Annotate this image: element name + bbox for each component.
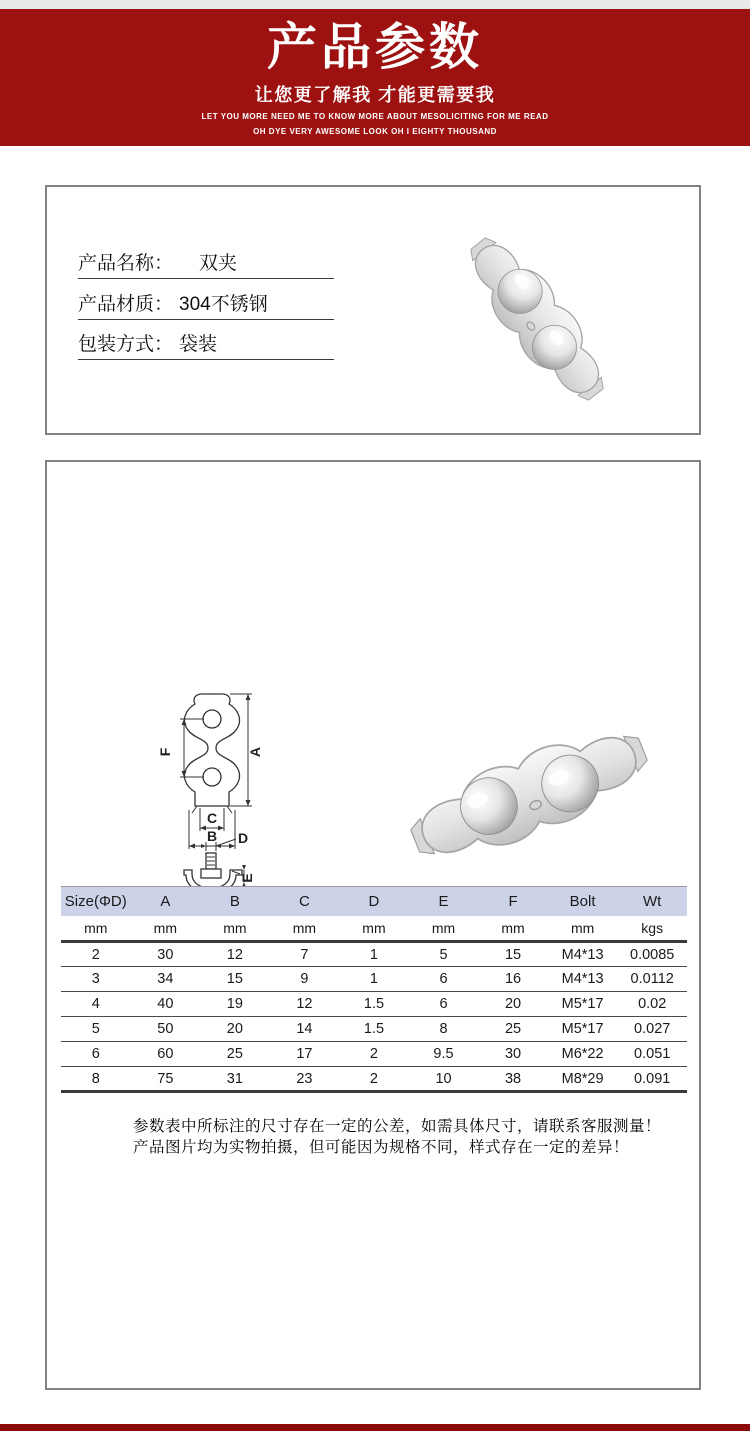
table-cell: 0.0085: [617, 942, 687, 967]
table-cell: 30: [478, 1042, 548, 1067]
spec-table-head: [61, 887, 687, 916]
notes-block: [133, 1117, 661, 1158]
packaging-row: [78, 334, 334, 360]
table-cell: M5*17: [548, 992, 618, 1017]
dim-label-a: A: [247, 746, 263, 758]
column-header: C: [270, 887, 340, 916]
table-cell: 20: [200, 1017, 270, 1042]
table-cell: 12: [200, 942, 270, 967]
table-cell: 19: [200, 992, 270, 1017]
table-cell: 12: [270, 992, 340, 1017]
tagline-line-1: LET YOU MORE NEED ME TO KNOW MORE ABOUT MESOLICITING FOR ME READ: [201, 111, 549, 121]
column-header: E: [409, 887, 479, 916]
note-line-2: 产品图片均为实物拍摄，但可能因为规格不同，样式存在一定的差异！: [133, 1138, 630, 1156]
dim-label-e: E: [239, 873, 255, 883]
table-cell: 9: [270, 967, 340, 992]
product-material-row: [78, 294, 334, 320]
header-row: [61, 887, 687, 916]
table-cell: 3: [61, 967, 131, 992]
product-info-card: [45, 185, 701, 435]
table-cell: 0.02: [617, 992, 687, 1017]
table-cell: 38: [478, 1067, 548, 1092]
top-strip: [0, 0, 750, 9]
table-cell: 40: [131, 992, 201, 1017]
page-subtitle: 让您更了解我 才能更需要我: [254, 84, 496, 105]
table-cell: 10: [409, 1067, 479, 1092]
table-cell: 5: [409, 942, 479, 967]
column-header: A: [131, 887, 201, 916]
table-row: [61, 967, 687, 992]
table-cell: M4*13: [548, 942, 618, 967]
table-cell: 1: [339, 967, 409, 992]
divider-dash: [347, 147, 403, 151]
table-cell: 50: [131, 1017, 201, 1042]
tagline-line-2: OH DYE VERY AWESOME LOOK OH I EIGHTY THOUSAND: [253, 126, 497, 136]
table-cell: 1.5: [339, 992, 409, 1017]
packaging-label: 包装方式：: [78, 334, 174, 355]
table-cell: 7: [270, 942, 340, 967]
packaging-value: 袋装: [179, 334, 218, 355]
table-cell: 30: [131, 942, 201, 967]
table-cell: 9.5: [409, 1042, 479, 1067]
table-cell: 4: [61, 992, 131, 1017]
header-banner: [0, 9, 750, 146]
column-header: Bolt: [548, 887, 618, 916]
table-cell: 0.091: [617, 1067, 687, 1092]
table-cell: 15: [478, 942, 548, 967]
table-cell: M6*22: [548, 1042, 618, 1067]
table-cell: M4*13: [548, 967, 618, 992]
dim-label-f: F: [157, 747, 173, 757]
unit-cell: mm: [270, 916, 340, 942]
table-cell: 6: [409, 967, 479, 992]
column-header: Wt: [617, 887, 687, 916]
dimension-diagram: [140, 690, 310, 895]
unit-cell: mm: [131, 916, 201, 942]
unit-cell: kgs: [617, 916, 687, 942]
table-row: [61, 942, 687, 967]
table-cell: 5: [61, 1017, 131, 1042]
table-cell: 25: [200, 1042, 270, 1067]
table-cell: 8: [61, 1067, 131, 1092]
table-cell: 0.027: [617, 1017, 687, 1042]
table-cell: 15: [200, 967, 270, 992]
product-name-label: 产品名称：: [78, 253, 174, 274]
product-material-label: 产品材质：: [78, 294, 174, 315]
table-cell: M5*17: [548, 1017, 618, 1042]
table-cell: 1.5: [339, 1017, 409, 1042]
table-cell: 0.051: [617, 1042, 687, 1067]
table-cell: 75: [131, 1067, 201, 1092]
product-photo: [412, 217, 662, 422]
units-row: [61, 916, 687, 942]
dim-label-c: C: [206, 810, 218, 826]
unit-cell: mm: [200, 916, 270, 942]
table-cell: 60: [131, 1042, 201, 1067]
spec-table-body: [61, 942, 687, 1092]
column-header: B: [200, 887, 270, 916]
unit-cell: mm: [339, 916, 409, 942]
unit-cell: mm: [548, 916, 618, 942]
table-cell: 0.0112: [617, 967, 687, 992]
table-cell: 2: [61, 942, 131, 967]
spec-table-wrap: [61, 886, 687, 1093]
table-cell: 20: [478, 992, 548, 1017]
column-header: Size(ΦD): [61, 887, 131, 916]
table-cell: 34: [131, 967, 201, 992]
table-cell: 2: [339, 1042, 409, 1067]
table-row: [61, 1067, 687, 1092]
product-name-row: [78, 253, 334, 279]
table-cell: 14: [270, 1017, 340, 1042]
spec-card: [45, 460, 701, 1390]
table-cell: 23: [270, 1067, 340, 1092]
dim-label-b: B: [206, 828, 218, 844]
table-cell: 16: [478, 967, 548, 992]
product-name-value: 双夹: [199, 253, 238, 274]
table-row: [61, 1017, 687, 1042]
page-title: 产品参数: [267, 19, 483, 75]
table-cell: 6: [61, 1042, 131, 1067]
note-line-1: 参数表中所标注的尺寸存在一定的公差，如需具体尺寸，请联系客服测量！: [133, 1118, 662, 1135]
table-cell: 1: [339, 942, 409, 967]
table-row: [61, 1042, 687, 1067]
column-header: F: [478, 887, 548, 916]
column-header: D: [339, 887, 409, 916]
unit-cell: mm: [409, 916, 479, 942]
table-cell: M8*29: [548, 1067, 618, 1092]
table-cell: 17: [270, 1042, 340, 1067]
spec-table: [61, 886, 687, 1093]
bottom-bar: [0, 1424, 750, 1431]
table-cell: 2: [339, 1067, 409, 1092]
table-cell: 6: [409, 992, 479, 1017]
table-cell: 8: [409, 1017, 479, 1042]
product-material-value: 304不锈钢: [179, 294, 268, 315]
unit-cell: mm: [61, 916, 131, 942]
dim-label-d: D: [237, 830, 249, 846]
table-cell: 31: [200, 1067, 270, 1092]
product-photo-large: [379, 707, 679, 882]
unit-cell: mm: [478, 916, 548, 942]
table-cell: 25: [478, 1017, 548, 1042]
table-row: [61, 992, 687, 1017]
